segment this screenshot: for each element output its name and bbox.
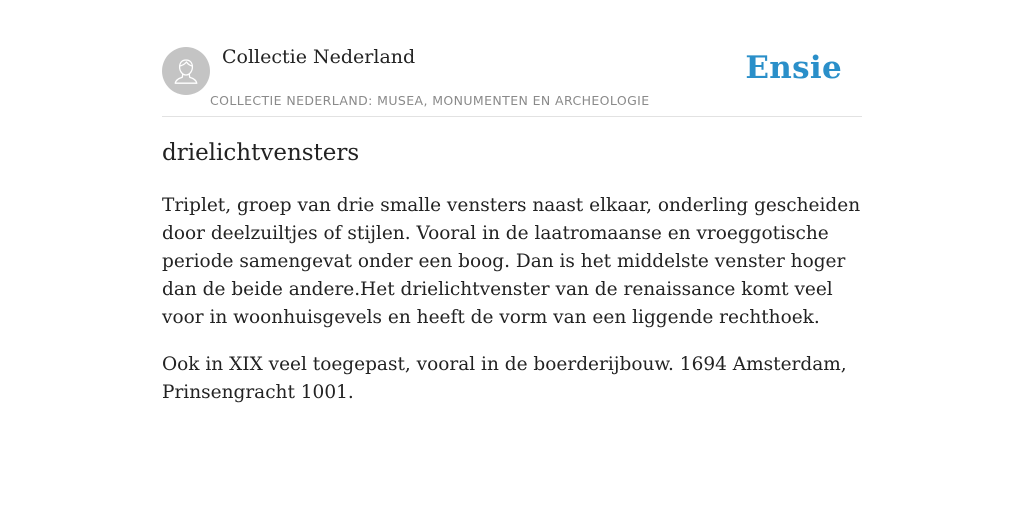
definition-paragraph: Ook in XIX veel toegepast, vooral in de boerderijbouw. 1694 Amsterdam, Prinsengracht 1001.: [162, 354, 847, 403]
definition-body: [162, 192, 862, 426]
term-title: drielichtvensters: [162, 140, 360, 166]
definition-card: [162, 0, 862, 512]
author-avatar[interactable]: [162, 47, 210, 95]
card-header: [162, 0, 862, 117]
source-subtitle[interactable]: COLLECTIE NEDERLAND: MUSEA, MONUMENTEN EN ARCHEOLOGIE: [210, 93, 650, 108]
author-name[interactable]: Collectie Nederland: [222, 46, 416, 68]
definition-paragraph: Triplet, groep van drie smalle vensters naast elkaar, onderling gescheiden door deelzuiltjes of stijlen. Vooral in de laatromaanse en vroeggotische periode samengevat onder een boog. Dan is het middelste venster hoger dan de beide andere.Het drielichtvenster van de renaissance komt veel voor in woonhuisgevels en heeft de vorm van een liggende rechthoek.: [162, 195, 861, 328]
ensie-logo[interactable]: Ensie: [745, 50, 842, 86]
user-silhouette-icon: [162, 47, 210, 95]
